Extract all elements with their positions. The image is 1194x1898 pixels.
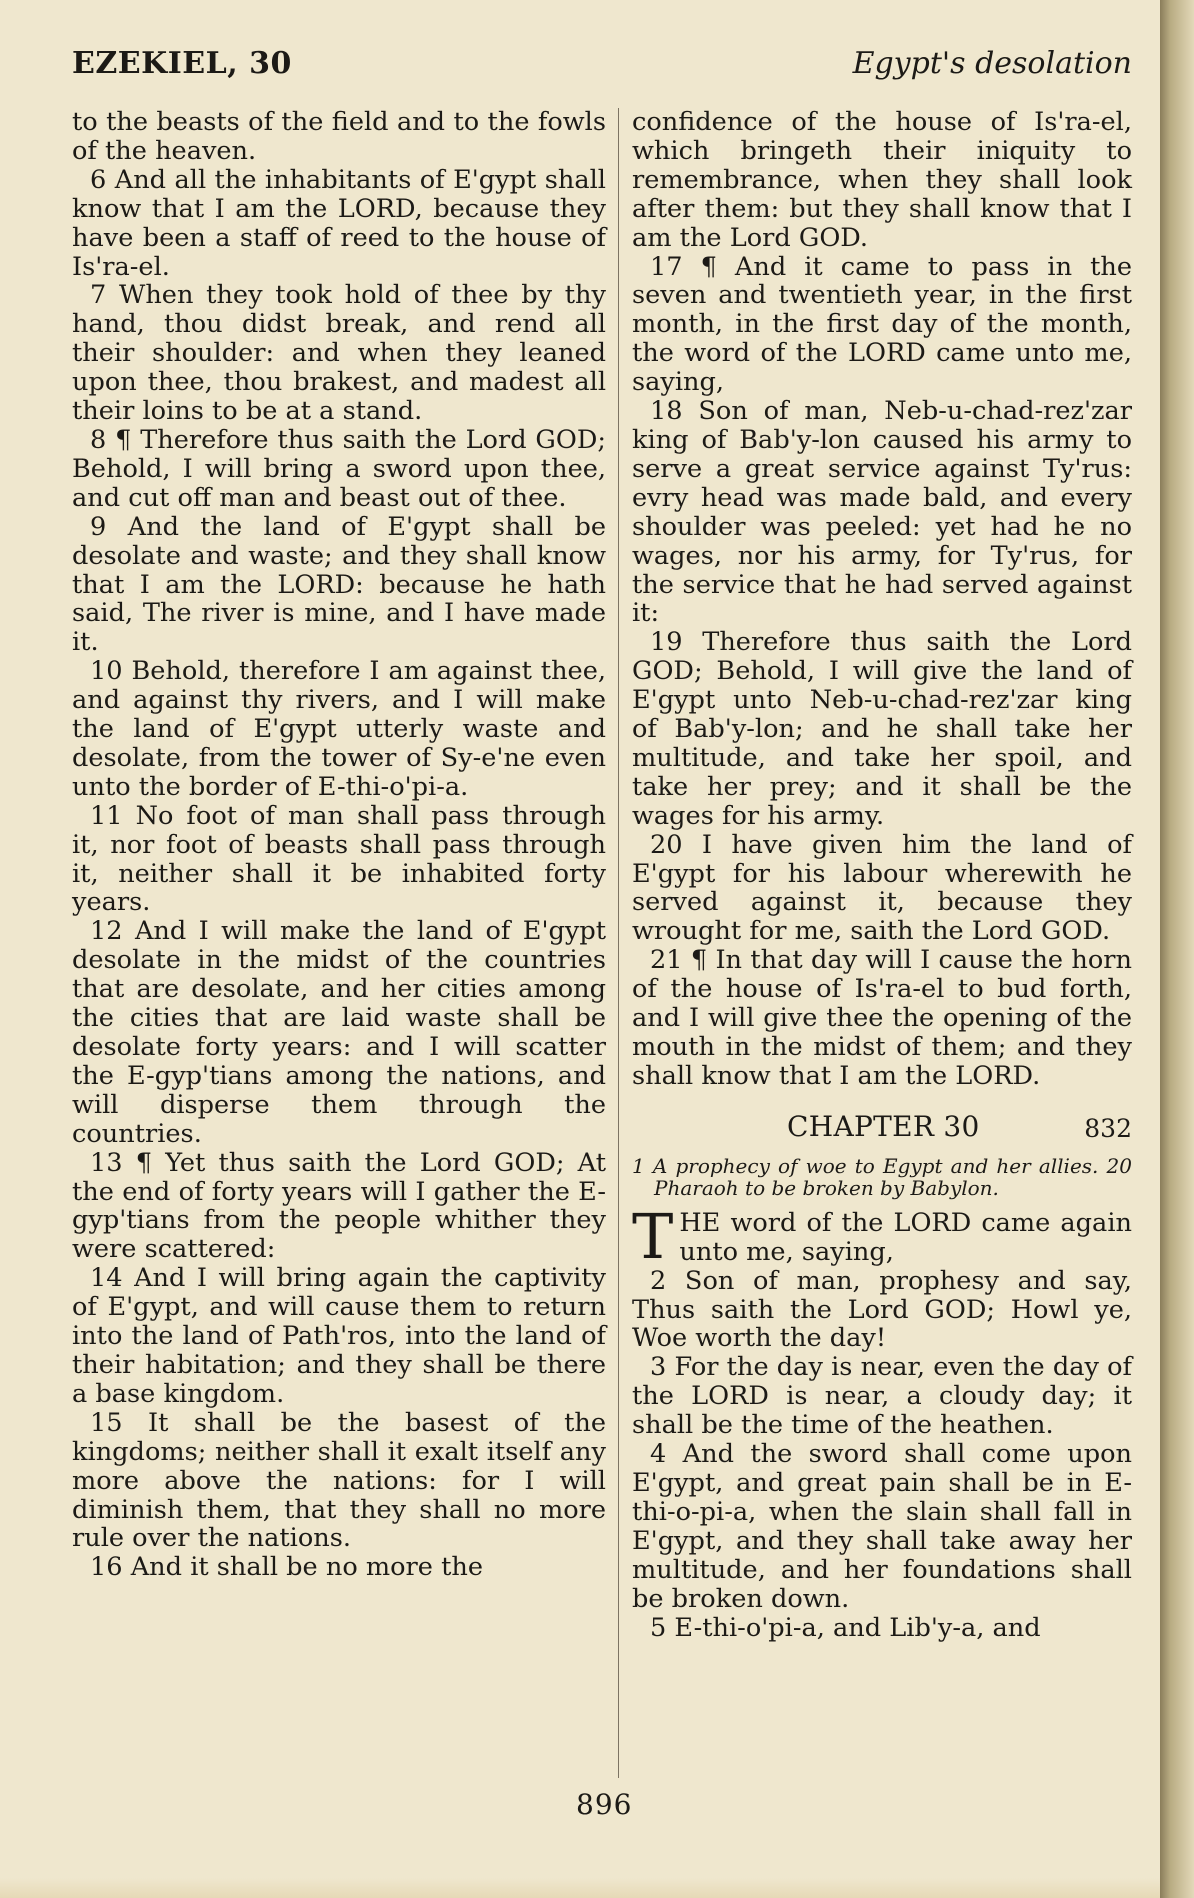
verse-text: 10 Behold, therefore I am against thee, and against thy rivers, and I will make the land of E'gypt utterly waste and desolate, from the tower of Sy-e'ne even unto the border of E-thi-o'pi-a.: [72, 656, 606, 802]
running-header: [72, 46, 1132, 96]
verse-text: 2 Son of man, prophesy and say, Thus saith the Lord GOD; Howl ye, Woe worth the day!: [632, 1265, 1132, 1354]
verse-text: 18 Son of man, Neb-u-chad-rez'zar king of Bab'y-lon caused his army to serve a great service against Ty'rus: evry head was made bald, and every shoulder was peeled: yet had he no wages, nor his army, for Ty'rus, for the service that he had served against it:: [632, 396, 1132, 629]
left-column: [72, 108, 606, 1582]
verse-text: 3 For the day is near, even the day of the LORD is near, a cloudy day; it shall be the time of the heathen.: [632, 1352, 1132, 1441]
header-topic: Egypt's desolation: [852, 46, 1132, 81]
verse-text: 13 ¶ Yet thus saith the Lord GOD; At the end of forty years will I gather the E-gyp'tians from the people whither they were scattered:: [72, 1147, 606, 1265]
chapter-first-verse: [632, 1199, 1132, 1273]
verse-text: 17 ¶ And it came to pass in the seven and twentieth year, in the first month, in the first day of the month, the word of the LORD came unto me, saying,: [632, 251, 1132, 398]
chapter-summary: 1 A prophecy of woe to Egypt and her allies. 20 Pharaoh to be broken by Babylon.: [632, 1153, 1132, 1200]
verse-text: 21 ¶ In that day will I cause the horn of the house of Is'ra-el to bud forth, and I will give thee the opening of the mouth in the midst of them; and they shall know that I am the LORD.: [632, 945, 1132, 1091]
verse-text: 9 And the land of E'gypt shall be desolate and waste; and they shall know that I am the LORD: because he hath said, The river is mine, and I have made it.: [72, 511, 606, 658]
verse-text: 11 No foot of man shall pass through it, nor foot of beasts shall pass through it, neither shall it be inhabited forty years.: [72, 800, 606, 918]
book-spine-edge: [1160, 0, 1194, 1898]
verse-text: 20 I have given him the land of E'gypt for his labour wherewith he served against it, because they wrought for me, saith the Lord GOD.: [632, 829, 1132, 947]
verse-text: 5 E-thi-o'pi-a, and Lib'y-a, and: [650, 1612, 1041, 1643]
verse-text: 19 Therefore thus saith the Lord GOD; Behold, I will give the land of E'gypt unto Neb-u-chad-rez'zar king of Bab'y-lon; and he shall take her multitude, and take her spoil, and take her prey; and it shall be the wages for his army.: [632, 627, 1132, 831]
verse-text: confidence of the house of Is'ra-el, which bringeth their iniquity to remembrance, when they shall look after them: but they shall know that I am the Lord GOD.: [632, 107, 1132, 253]
column-divider: [618, 108, 619, 1778]
verse-text: to the beasts of the field and to the fowls of the heaven.: [72, 107, 606, 166]
verse-text: 8 ¶ Therefore thus saith the Lord GOD; Behold, I will bring a sword upon thee, and cut off man and beast out of thee.: [72, 424, 606, 513]
header-book-chapter: EZEKIEL, 30: [72, 46, 292, 81]
verse-text: 16 And it shall be no more the: [90, 1552, 483, 1583]
verse-text: 15 It shall be the basest of the kingdoms; neither shall it exalt itself any more above the nations: for I will diminish them, that they shall no more rule over the nations.: [72, 1407, 606, 1554]
page-bottom-edge: [0, 1878, 1160, 1898]
chapter-heading: [632, 1109, 1132, 1149]
verse-text: 6 And all the inhabitants of E'gypt shall know that I am the LORD, because they have been a staff of reed to the house of Is'ra-el.: [72, 164, 606, 282]
chapter-title: CHAPTER 30: [787, 1109, 980, 1143]
first-verse-text: HE word of the LORD came again unto me, saying,: [679, 1207, 1132, 1267]
verse-text: 12 And I will make the land of E'gypt desolate in the midst of the countries that are desolate, and her cities among the cities that are laid waste shall be desolate forty years: and I will scatter the E-gyp'tians among the nations, and will disperse them through the countries.: [72, 916, 606, 1149]
verse-text: 4 And the sword shall come upon E'gypt, and great pain shall be in E-thi-o-pi-a, when the slain shall fall in E'gypt, and they shall take away her multitude, and her foundations shall be broken down.: [632, 1439, 1132, 1614]
verse-text: 14 And I will bring again the captivity of E'gypt, and will cause them to return into the land of Path'ros, into the land of their habitation; and they shall be there a base kingdom.: [72, 1263, 606, 1409]
verse-text: 7 When they took hold of thee by thy hand, thou didst break, and rend all their shoulder: and when they leaned upon thee, thou brakest, and madest all their loins to be at a stand.: [72, 280, 606, 427]
chapter-reference-number: 832: [1084, 1113, 1132, 1143]
page-number: 896: [576, 1788, 633, 1821]
drop-cap: T: [632, 1199, 674, 1273]
right-column: [632, 108, 1132, 1642]
